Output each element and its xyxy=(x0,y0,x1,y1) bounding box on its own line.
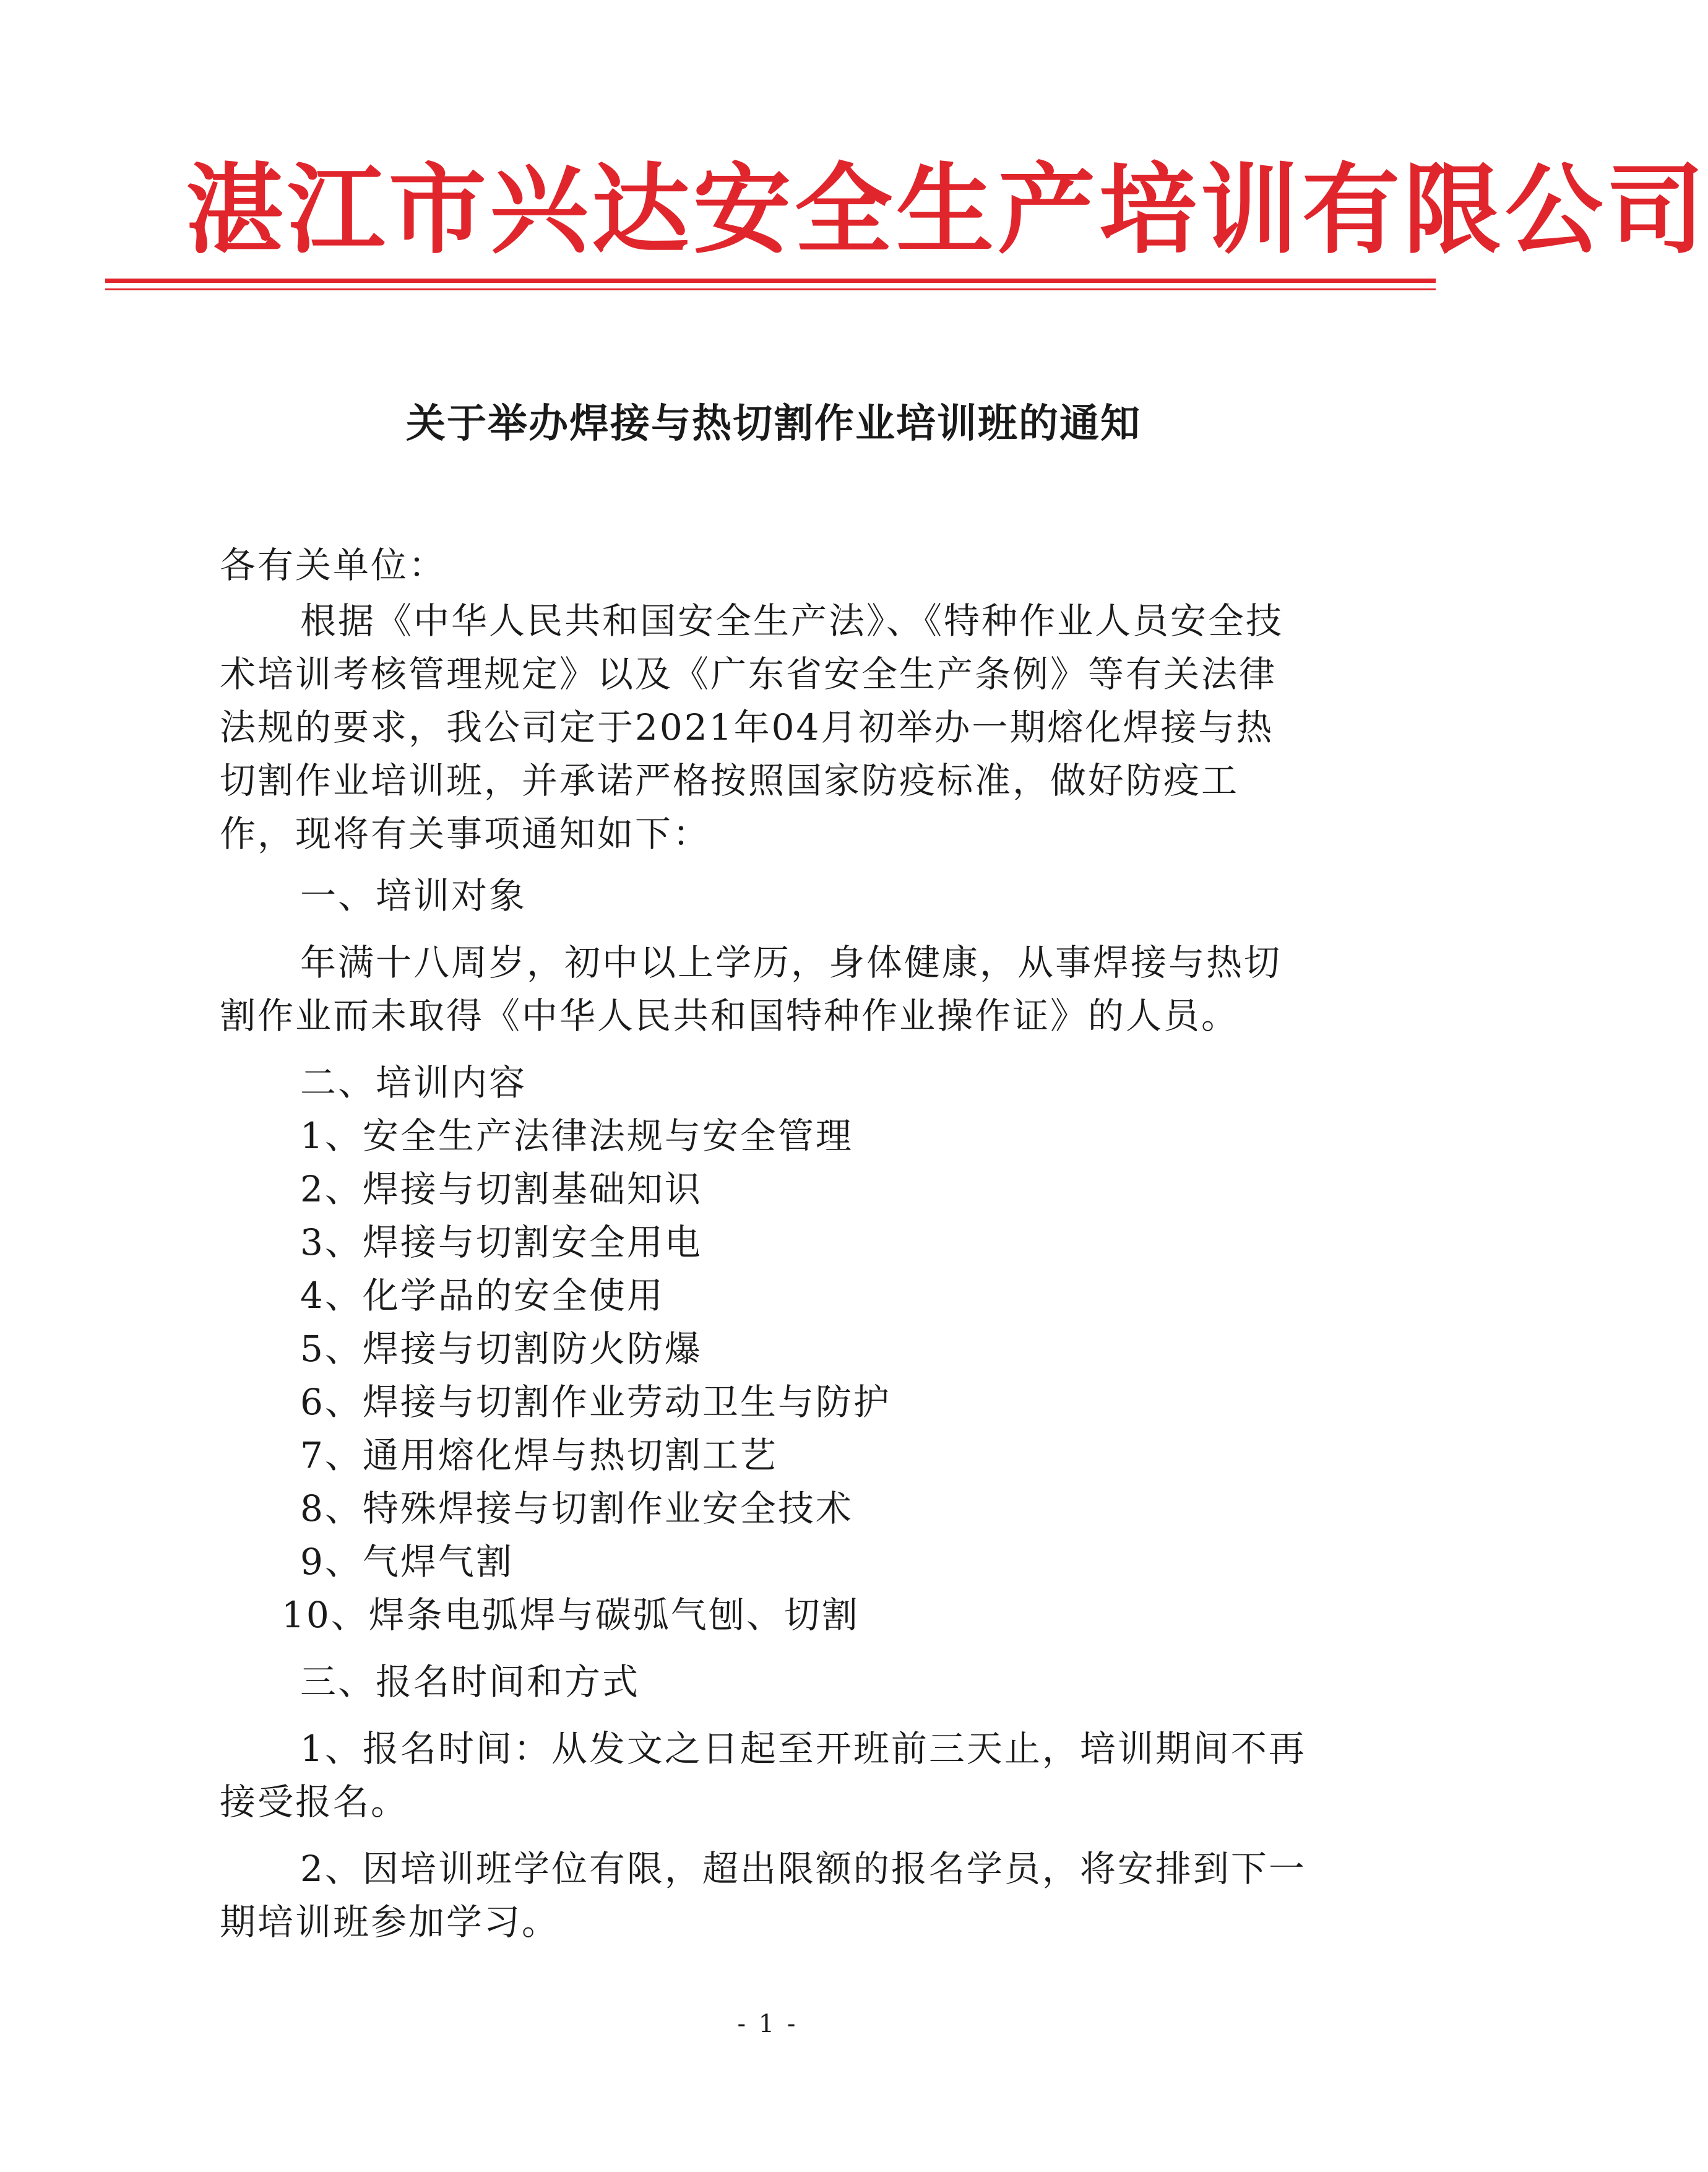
letterhead-rule-thin xyxy=(105,288,1436,290)
section-2-heading: 二、培训内容 xyxy=(300,1062,527,1104)
section-3-heading: 三、报名时间和方式 xyxy=(300,1661,640,1703)
letterhead-company-name: 湛江市兴达安全生产培训有限公司 xyxy=(186,154,1708,267)
content-item-6: 6、焊接与切割作业劳动卫生与防护 xyxy=(300,1381,891,1423)
document-title: 关于举办焊接与热切割作业培训班的通知 xyxy=(406,401,1141,447)
content-item-7: 7、通用熔化焊与热切割工艺 xyxy=(300,1434,778,1476)
content-item-2: 2、焊接与切割基础知识 xyxy=(300,1168,702,1210)
letterhead-rule-thick xyxy=(105,279,1436,283)
content-item-4: 4、化学品的安全使用 xyxy=(300,1274,665,1317)
section-3-paragraph-1: 1、报名时间：从发文之日起至开班前三天止，培训期间不再接受报名。 xyxy=(220,1728,1306,1823)
content-item-5: 5、焊接与切割防火防爆 xyxy=(300,1328,702,1370)
page-number: - 1 - xyxy=(737,2010,798,2038)
section-3-paragraph-2: 2、因培训班学位有限，超出限额的报名学员，将安排到下一期培训班参加学习。 xyxy=(220,1848,1306,1943)
content-item-10: 10、焊条电弧焊与碳弧气刨、切割 xyxy=(282,1594,860,1636)
content-item-1: 1、安全生产法律法规与安全管理 xyxy=(300,1115,853,1157)
document-body xyxy=(220,539,1309,1949)
section-1-text: 年满十八周岁，初中以上学历，身体健康，从事焊接与热切割作业而未取得《中华人民共和国特种作业操作证》的人员。 xyxy=(220,941,1282,1037)
greeting: 各有关单位： xyxy=(220,544,447,586)
content-item-9: 9、气焊气割 xyxy=(300,1541,514,1583)
content-item-3: 3、焊接与切割安全用电 xyxy=(300,1221,702,1263)
content-item-8: 8、特殊焊接与切割作业安全技术 xyxy=(300,1487,853,1529)
section-1-heading: 一、培训对象 xyxy=(300,875,527,917)
intro-paragraph: 根据《中华人民共和国安全生产法》、《特种作业人员安全技术培训考核管理规定》以及《广东省安全生产条例》等有关法律法规的要求，我公司定于2021年04月初举办一期熔化焊接与热切割作业培训班，并承诺严格按照国家防疫标准，做好防疫工作，现将有关事项通知如下： xyxy=(220,600,1284,855)
